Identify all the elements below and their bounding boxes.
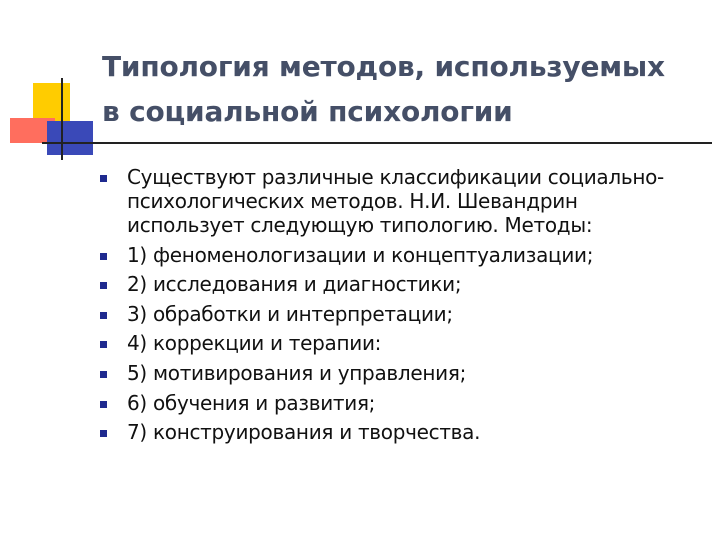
- bullet-text-line: психологических методов. Н.И. Шевандрин: [127, 189, 578, 213]
- bullet-square-icon: [100, 371, 107, 378]
- bullet-text-line: 3) обработки и интерпретации;: [127, 301, 453, 326]
- bullet-text-line: 7) конструирования и творчества.: [127, 420, 481, 445]
- bullet-list: [100, 165, 700, 444]
- bullet-square-icon: [100, 312, 107, 319]
- bullet-item-2: [100, 272, 700, 296]
- slide-title: [102, 44, 712, 134]
- bullet-item-5: [100, 361, 700, 385]
- slide-title-line-2: в социальной психологии: [102, 95, 513, 128]
- title-underline: [42, 142, 712, 144]
- bullet-text-line: Существуют различные классификации социально-: [127, 165, 664, 189]
- bullet-text-line: использует следующую типологию. Методы:: [127, 213, 593, 237]
- bullet-text-line: 6) обучения и развития;: [127, 390, 376, 415]
- bullet-text-line: 5) мотивирования и управления;: [127, 360, 467, 385]
- bullet-item-7: [100, 420, 700, 444]
- decor-blue-square: [47, 121, 93, 155]
- bullet-square-icon: [100, 253, 107, 260]
- bullet-square-icon: [100, 341, 107, 348]
- slide-title-line-1: Типология методов, используемых: [102, 50, 665, 83]
- bullet-item-intro: [100, 165, 700, 237]
- bullet-text-line: 2) исследования и диагностики;: [127, 272, 462, 297]
- bullet-square-icon: [100, 430, 107, 437]
- bullet-square-icon: [100, 175, 107, 182]
- bullet-text-line: 4) коррекции и терапии:: [127, 331, 382, 356]
- bullet-item-1: [100, 243, 700, 267]
- bullet-item-4: [100, 331, 700, 355]
- decor-yellow-square: [33, 83, 70, 121]
- bullet-square-icon: [100, 282, 107, 289]
- bullet-item-3: [100, 302, 700, 326]
- bullet-item-6: [100, 391, 700, 415]
- decor-vertical-line: [61, 78, 63, 160]
- bullet-text-line: 1) феноменологизации и концептуализации;: [127, 242, 594, 267]
- bullet-square-icon: [100, 401, 107, 408]
